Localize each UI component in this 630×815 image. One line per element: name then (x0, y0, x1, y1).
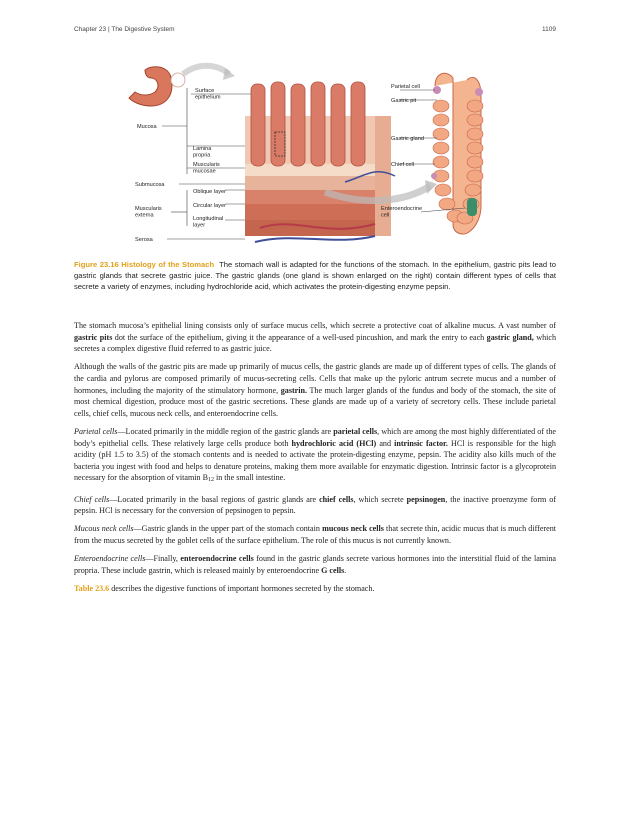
gastric-gland-enlarged (431, 73, 483, 234)
paragraph-table-reference: Table 23.6 describes the digestive functions of important hormones secreted by the stomach. (74, 583, 375, 593)
label-enteroendocrine-cell: Enteroendocrine cell (381, 206, 423, 219)
label-serosa: Serosa (135, 237, 153, 243)
label-longitudinal-layer: Longitudinal layer (193, 216, 224, 229)
paragraph-mucosa: The stomach mucosa’s epithelial lining consists only of surface mucus cells, which secrete a protective coat of alkaline mucus. A vast number of gastric pits dot the surface of the epithelium, giving it the appearance of a well-used pincushion, and mark the entry to each gastric gland, which secretes a complex digestive fluid referred to as gastric juice. (74, 321, 557, 354)
paragraph-gastric-pits: Although the walls of the gastric pits are made up primarily of mucus cells, the gastric glands are made up of different types of cells. The glands of the cardia and pylorus are composed primarily of mucus-secreting cells. Cells that make up the pyloric antrum secrete mucus and a number of hormones, including the majority of the stimulatory hormone, gastrin. The much larger glands of the fundus and body of the stomach, the site of most chemical digestion, produce most of the gastric secretions. These glands are made up of a variety of secretory cells. These include parietal cells, chief cells, mucous neck cells, and enteroendocrine cells. (74, 362, 556, 418)
figure-caption (74, 259, 556, 292)
figure-title: Figure 23.16 Histology of the Stomach (74, 260, 215, 269)
label-lamina-propria: Lamina propria (193, 146, 212, 159)
body-text (74, 320, 556, 601)
figure-caption-text: The stomach wall is adapted for the functions of the stomach. In the epithelium, gastric pits lead to gastric glands that secrete gastric juice. The gastric glands (one gland is shown enlarged on the right) contain different types of cells that secrete a variety of enzymes, including hydrochloride acid, which activates the protein-digesting enzyme pepsin. (74, 260, 556, 291)
label-circular-layer: Circular layer (193, 203, 226, 209)
label-surface-epithelium: Surface epithelium (195, 88, 221, 101)
label-chief-cell: Chief cell (391, 162, 415, 168)
label-oblique-layer: Oblique layer (193, 189, 226, 195)
paragraph-chief-cells: Chief cells—Located primarily in the basal regions of gastric glands are chief cells, which secrete pepsinogen, the inactive proenzyme form of pepsin. HCl is necessary for the conversion of pepsinogen to pepsin. (74, 494, 557, 516)
paragraph-enteroendocrine-cells: Enteroendocrine cells—Finally, enteroendocrine cells found in the gastric glands secrete various hormones into the interstitial fluid of the lamina propria. These include gastrin, which is released mainly by enteroendocrine G cells. (74, 554, 556, 575)
paragraph-parietal-cells: Parietal cells—Located primarily in the middle region of the gastric glands are parietal cells, which are among the most highly differentiated of the body’s epithelial cells. These relatively large cells produce both hydrochloric acid (HCl) and intrinsic factor. HCl is responsible for the high acidity (pH 1.5 to 3.5) of the stomach contents and is needed to activate the protein-digesting enzyme, pepsin. The acidity also kills much of the bacteria you ingest with food and helps to denature proteins, making them more available for enzymatic digestion. Intrinsic factor is a glycoprotein necessary for the absorption of vitamin $B_{12}$ in the small intestine. (74, 426, 556, 484)
label-muscularis-mucosae: Muscularis mucosae (193, 162, 220, 175)
table-link[interactable]: Table 23.6 (74, 583, 110, 593)
label-gastric-pit: Gastric pit (391, 98, 417, 104)
running-header-chapter: Chapter 23 | The Digestive System (74, 26, 175, 33)
stomach-wall-block (245, 82, 395, 242)
stomach-histology-figure (125, 56, 560, 254)
label-parietal-cell: Parietal cell (391, 84, 420, 90)
paragraph-mucous-neck-cells: Mucous neck cells—Gastric glands in the upper part of the stomach contain mucous neck cells that secrete thin, acidic mucus that is much different from the mucus secreted by the goblet cells of the surface epithelium. The role of this mucus is not currently known. (74, 524, 557, 545)
label-submucosa: Submucosa (135, 182, 165, 188)
label-muscularis-externa: Muscularis externa (135, 206, 162, 219)
label-mucosa: Mucosa (137, 124, 157, 130)
page-number: 1109 (542, 26, 556, 33)
label-gastric-gland: Gastric gland (391, 136, 424, 142)
